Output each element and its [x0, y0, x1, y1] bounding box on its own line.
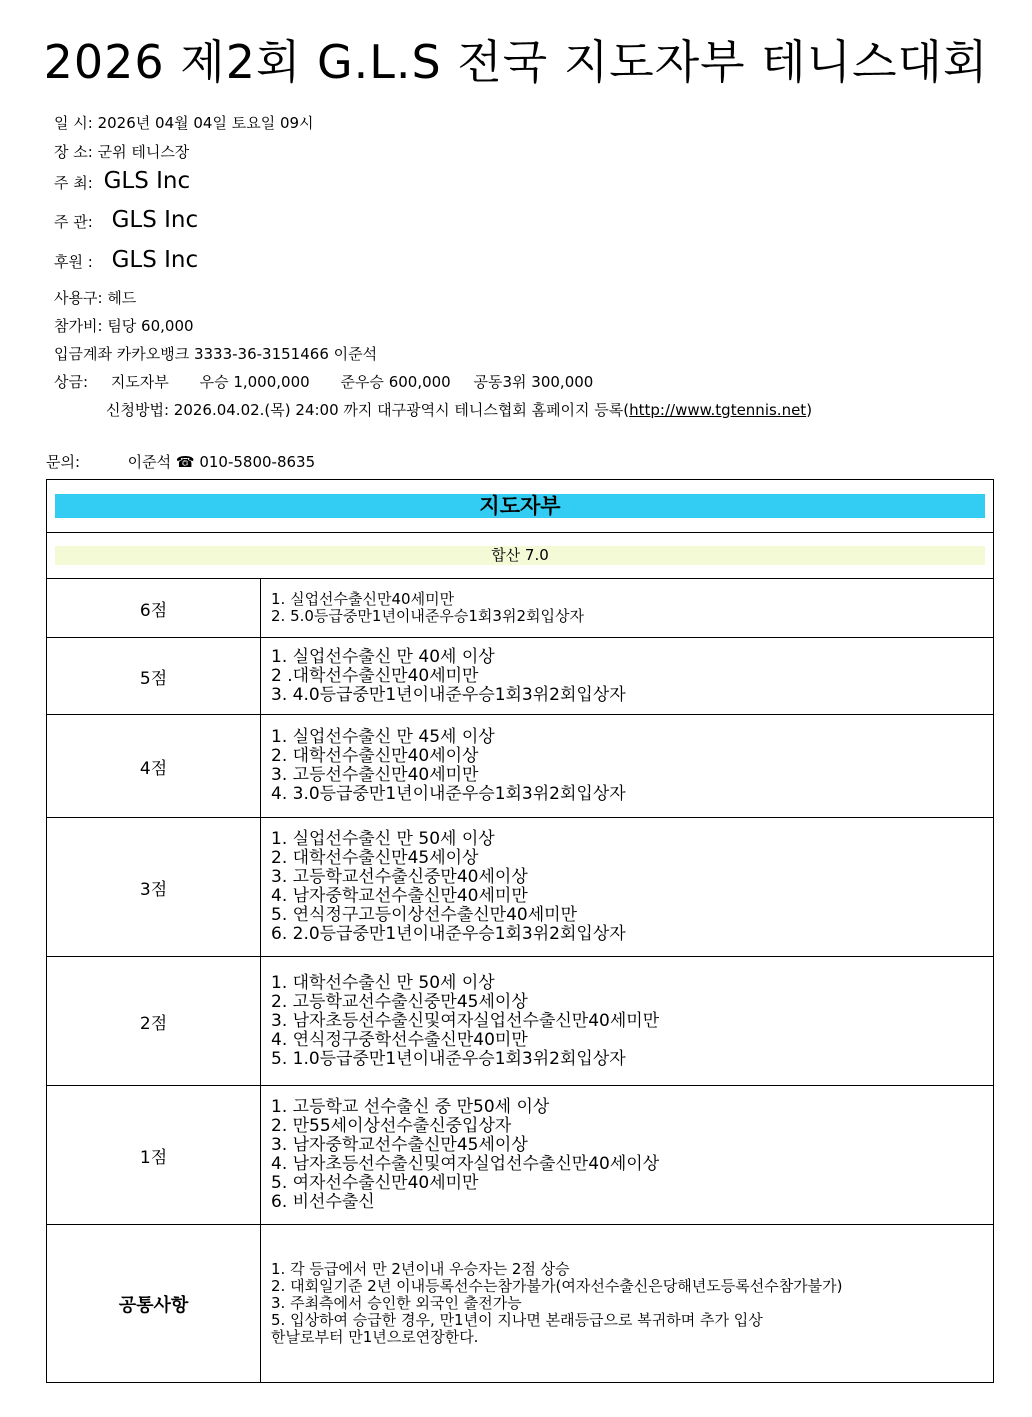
list-item: 2. 고등학교선수출신중만45세이상	[271, 991, 528, 1012]
table-row	[47, 1225, 994, 1383]
apply-row	[106, 399, 812, 421]
list-item: 6. 2.0등급중만1년이내준우승1회3위2회입상자	[271, 924, 626, 944]
organizer-value: GLS Inc	[111, 207, 199, 233]
host-row	[54, 170, 190, 194]
division-header: 지도자부	[55, 494, 985, 518]
prize-row	[54, 371, 593, 393]
list-item: 4. 연식정구중학선수출신만40미만	[271, 1029, 528, 1050]
venue-row	[54, 141, 189, 163]
list-item: 2. 5.0등급중만1년이내준우승1회3위2회입상자	[271, 607, 584, 625]
fee-value: 팀당 60,000	[107, 317, 194, 335]
sponsor-label: 후원 :	[54, 253, 93, 271]
sponsor-row	[54, 249, 198, 273]
common-label: 공통사항	[47, 1225, 261, 1383]
date-row	[54, 112, 314, 134]
table-row	[47, 957, 994, 1086]
sum-rule-cell	[47, 533, 994, 579]
list-item: 1. 대학선수출신 만 50세 이상	[271, 972, 495, 993]
list-item: 1. 고등학교 선수출신 중 만50세 이상	[271, 1097, 550, 1117]
list-item: 3. 남자초등선수출신및여자실업선수출신만40세미만	[271, 1010, 660, 1031]
ball-value: 헤드	[107, 289, 137, 307]
contact-row	[46, 451, 315, 472]
fee-label: 참가비:	[54, 317, 103, 335]
contact-label: 문의:	[46, 453, 81, 471]
host-label: 주 최:	[54, 174, 93, 192]
prize-second: 준우승 600,000	[340, 373, 451, 391]
ball-row	[54, 287, 136, 309]
date-value: 2026년 04월 04일 토요일 09시	[97, 114, 314, 132]
grade-label: 6점	[47, 579, 261, 638]
grade-items	[261, 579, 994, 638]
list-item: 2. 대학선수출신만40세이상	[271, 746, 479, 766]
common-items	[261, 1225, 994, 1383]
table-row	[47, 818, 994, 957]
grade-label: 1점	[47, 1086, 261, 1225]
apply-link[interactable]: http://www.tgtennis.net	[629, 401, 807, 419]
list-item: 3. 주최측에서 승인한 외국인 출전가능	[271, 1294, 522, 1312]
list-item: 1. 실업선수출신 만 50세 이상	[271, 829, 495, 849]
table-row	[47, 715, 994, 818]
apply-text: 신청방법: 2026.04.02.(목) 24:00 까지 대구광역시 테니스협회 홈페이지 등록(	[106, 401, 630, 419]
contact-name: 이준석	[127, 453, 172, 471]
grade-items	[261, 957, 994, 1086]
list-item: 1. 각 등급에서 만 2년이내 우승자는 2점 상승	[271, 1260, 570, 1278]
venue-value: 군위 테니스장	[97, 143, 190, 161]
list-item: 4. 3.0등급중만1년이내준우승1회3위2회입상자	[271, 784, 626, 804]
host-value: GLS Inc	[103, 168, 191, 194]
prize-division: 지도자부	[110, 373, 169, 391]
list-item: 6. 비선수출신	[271, 1192, 375, 1212]
grade-table	[46, 479, 994, 1383]
list-item: 2. 만55세이상선수출신중입상자	[271, 1116, 512, 1136]
prize-third: 공동3위 300,000	[473, 373, 594, 391]
list-item: 3. 고등학교선수출신중만40세이상	[271, 867, 528, 887]
list-item: 4. 남자초등선수출신및여자실업선수출신만40세이상	[271, 1154, 660, 1174]
grade-items	[261, 715, 994, 818]
list-item: 5. 연식정구고등이상선수출신만40세미만	[271, 905, 578, 925]
prize-label: 상금:	[54, 373, 89, 391]
venue-label: 장 소:	[54, 143, 93, 161]
division-header-cell	[47, 480, 994, 533]
organizer-row	[54, 209, 198, 233]
grade-label: 4점	[47, 715, 261, 818]
phone-icon: ☎	[175, 453, 195, 471]
table-row	[47, 1086, 994, 1225]
list-item: 3. 4.0등급중만1년이내준우승1회3위2회입상자	[271, 684, 626, 705]
grade-label: 5점	[47, 638, 261, 715]
grade-label: 3점	[47, 818, 261, 957]
grade-items	[261, 818, 994, 957]
grade-items	[261, 1086, 994, 1225]
list-item: 2. 대회일기준 2년 이내등록선수는참가불가(여자선수출신은당해년도등록선수참가불가)	[271, 1277, 843, 1295]
list-item: 2. 대학선수출신만45세이상	[271, 848, 479, 868]
grade-items	[261, 638, 994, 715]
grade-label: 2점	[47, 957, 261, 1086]
list-item: 1. 실업선수출신 만 40세 이상	[271, 646, 495, 667]
apply-close: )	[806, 401, 813, 419]
list-item: 한날로부터 만1년으로연장한다.	[271, 1328, 479, 1346]
sum-rule: 합산 7.0	[55, 546, 985, 565]
page-title: 2026 제2회 G.L.S 전국 지도자부 테니스대회	[43, 35, 989, 89]
list-item: 3. 고등선수출신만40세미만	[271, 765, 479, 785]
table-row	[47, 638, 994, 715]
contact-phone: 010-5800-8635	[199, 453, 316, 471]
table-row	[47, 579, 994, 638]
list-item: 5. 입상하여 승급한 경우, 만1년이 지나면 본래등급으로 복귀하며 추가 입상	[271, 1311, 763, 1329]
ball-label: 사용구:	[54, 289, 103, 307]
account-row	[54, 343, 377, 365]
account-value: 카카오뱅크 3333-36-3151466 이준석	[116, 345, 378, 363]
list-item: 2 .대학선수출신만40세미만	[271, 665, 479, 686]
list-item: 3. 남자중학교선수출신만45세이상	[271, 1135, 528, 1155]
list-item: 1. 실업선수출신만40세미만	[271, 590, 455, 608]
list-item: 5. 1.0등급중만1년이내준우승1회3위2회입상자	[271, 1048, 626, 1069]
fee-row	[54, 315, 194, 337]
prize-first: 우승 1,000,000	[199, 373, 310, 391]
list-item: 5. 여자선수출신만40세미만	[271, 1173, 479, 1193]
date-label: 일 시:	[54, 114, 93, 132]
list-item: 1. 실업선수출신 만 45세 이상	[271, 727, 495, 747]
list-item: 4. 남자중학교선수출신만40세미만	[271, 886, 528, 906]
account-label: 입금계좌	[54, 345, 112, 363]
organizer-label: 주 관:	[54, 213, 93, 231]
sponsor-value: GLS Inc	[111, 247, 199, 273]
